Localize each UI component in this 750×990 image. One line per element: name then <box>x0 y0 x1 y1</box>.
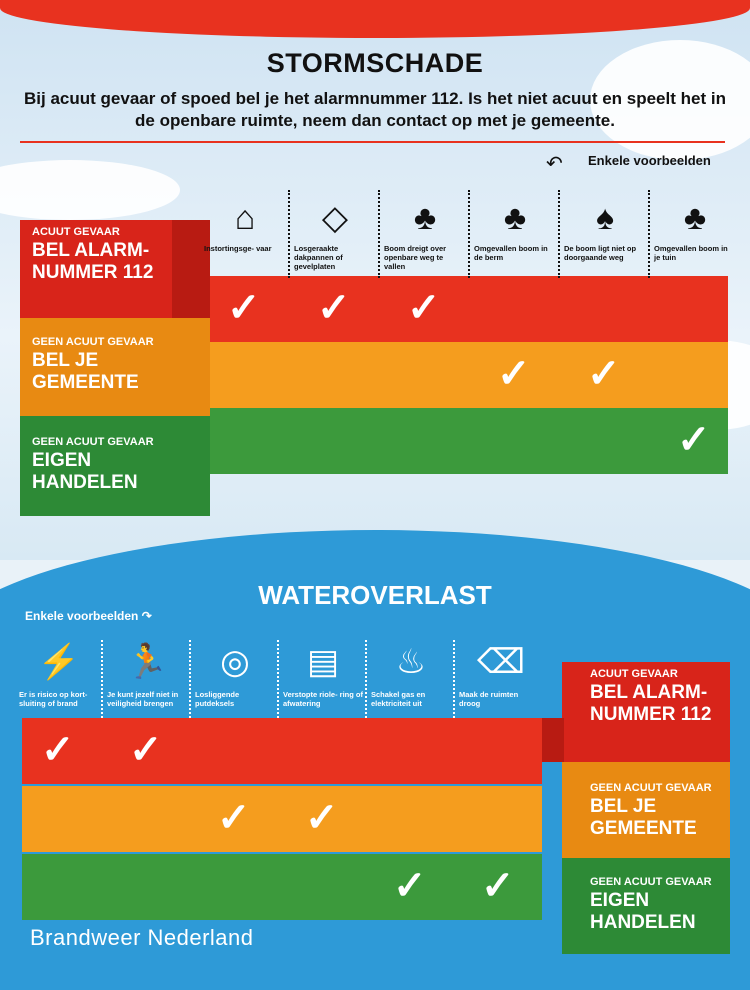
checkmark-icon: ✓ <box>129 728 163 772</box>
checkmark-icon: ✓ <box>41 728 75 772</box>
column-separator <box>453 640 455 718</box>
level-big-label: BEL JE GEMEENTE <box>590 796 697 839</box>
column-label: Omgevallen boom in de berm <box>474 244 548 262</box>
water-level-acute <box>562 662 730 762</box>
tree-in-garden-icon: ♣ <box>683 199 707 237</box>
column-label: Er is risico op kort- sluiting of brand <box>19 690 88 708</box>
column-separator <box>365 640 367 718</box>
column-label: Boom dreigt over openbare weg te vallen <box>384 244 447 271</box>
level-small-label: ACUUT GEVAAR <box>590 668 678 680</box>
clogged-drain-icon: ▤ <box>306 643 340 681</box>
divider <box>20 141 725 143</box>
brand-watermark: Brandweer Nederland <box>30 925 254 950</box>
storm-title: STORMSCHADE <box>266 48 484 78</box>
storm-row-acute <box>210 276 728 342</box>
column-separator <box>558 190 560 278</box>
fallen-tree-verge-icon: ♣ <box>503 199 527 237</box>
checkmark-icon: ✓ <box>587 352 621 396</box>
column-separator <box>277 640 279 718</box>
checkmark-icon: ✓ <box>217 796 251 840</box>
column-separator <box>378 190 380 278</box>
column-label: Maak de ruimten droog <box>459 690 519 708</box>
gas-power-off-icon: ♨ <box>395 643 427 681</box>
storm-level-self <box>20 416 210 516</box>
storm-level-acute <box>20 220 192 318</box>
squeegee-icon: ⌫ <box>477 643 526 681</box>
level-big-label: BEL ALARM- NUMMER 112 <box>590 682 712 725</box>
column-separator <box>288 190 290 278</box>
column-label: Omgevallen boom in je tuin <box>654 244 728 262</box>
level-small-label: GEEN ACUUT GEVAAR <box>32 336 154 348</box>
column-label: Je kunt jezelf niet in veiligheid brengen <box>107 690 179 708</box>
column-separator <box>648 190 650 278</box>
water-row-acute <box>22 718 542 784</box>
column-label: Verstopte riole- ring of afwatering <box>283 690 364 708</box>
storm-level-acute-side <box>172 220 210 318</box>
tree-off-road-icon: ♠ <box>595 199 615 237</box>
curved-arrow-icon: ↷ <box>141 609 152 623</box>
checkmark-icon: ✓ <box>393 864 427 908</box>
collapse-house-icon: ⌂ <box>234 199 256 237</box>
water-level-municipality <box>562 762 730 858</box>
column-label: Losliggende putdeksels <box>195 690 240 708</box>
column-separator <box>189 640 191 718</box>
water-level-acute-side <box>542 718 564 762</box>
water-row-self <box>22 854 542 920</box>
level-small-label: GEEN ACUUT GEVAAR <box>590 782 712 794</box>
level-small-label: GEEN ACUUT GEVAAR <box>590 876 712 888</box>
storm-row-municipality <box>210 342 728 408</box>
storm-row-self <box>210 408 728 474</box>
storm-intro: Bij acuut gevaar of spoed bel je het alarmnummer 112. Is het niet acuut en speelt het in de openbare ruimte, neem dan contact op met je gemeente. <box>24 89 726 130</box>
column-label: Instortingsge- vaar <box>204 244 272 253</box>
column-label: Losgeraakte dakpannen of gevelplaten <box>294 244 343 271</box>
level-small-label: ACUUT GEVAAR <box>32 226 120 238</box>
checkmark-icon: ✓ <box>317 286 351 330</box>
level-small-label: GEEN ACUUT GEVAAR <box>32 436 154 448</box>
checkmark-icon: ✓ <box>407 286 441 330</box>
water-row-municipality <box>22 786 542 852</box>
column-separator <box>468 190 470 278</box>
running-person-icon: 🏃 <box>125 643 169 681</box>
checkmark-icon: ✓ <box>481 864 515 908</box>
checkmark-icon: ✓ <box>677 418 711 462</box>
water-examples-text: Enkele voorbeelden <box>25 609 139 623</box>
checkmark-icon: ✓ <box>227 286 261 330</box>
storm-level-municipality <box>20 318 210 416</box>
water-title: WATEROVERLAST <box>258 580 492 610</box>
level-big-label: EIGEN HANDELEN <box>590 890 696 933</box>
water-level-self <box>562 858 730 954</box>
level-big-label: BEL JE GEMEENTE <box>32 350 139 393</box>
curved-arrow-icon: ↶ <box>546 153 563 175</box>
column-label: Schakel gas en elektriciteit uit <box>371 690 426 708</box>
column-label: De boom ligt niet op doorgaande weg <box>564 244 637 262</box>
level-big-label: EIGEN HANDELEN <box>32 450 138 493</box>
water-examples-label <box>25 609 152 623</box>
checkmark-icon: ✓ <box>305 796 339 840</box>
manhole-cover-icon: ◎ <box>220 643 250 681</box>
lightning-icon: ⚡ <box>37 643 81 681</box>
checkmark-icon: ✓ <box>497 352 531 396</box>
loose-roof-tiles-icon: ◇ <box>321 199 349 237</box>
storm-examples-label: Enkele voorbeelden <box>588 153 711 168</box>
level-big-label: BEL ALARM- NUMMER 112 <box>32 240 154 283</box>
tree-on-car-icon: ♣ <box>413 199 437 237</box>
column-separator <box>101 640 103 718</box>
